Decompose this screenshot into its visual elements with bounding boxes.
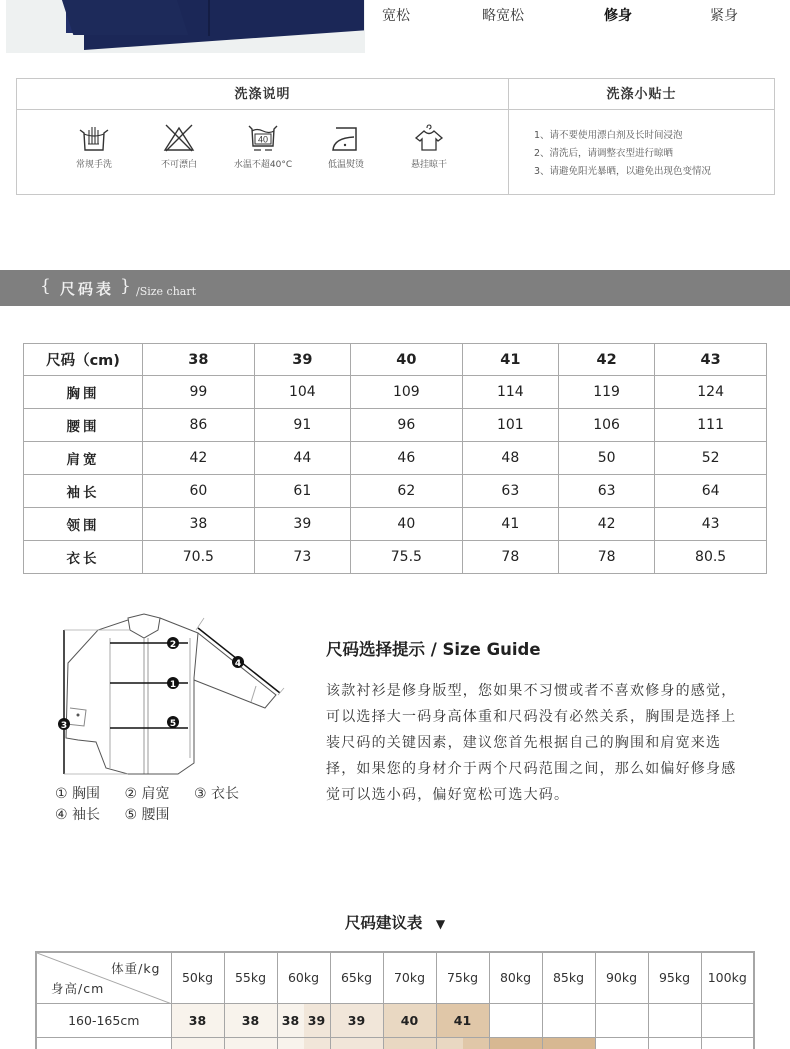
table-cell: 106	[558, 409, 654, 442]
legend-shoulder: ② 肩宽	[124, 786, 170, 802]
rec-cell-empty	[648, 1003, 701, 1037]
shirt-measurement-diagram	[48, 608, 288, 778]
table-cell: 38	[143, 508, 255, 541]
weight-header: 80kg	[489, 952, 542, 1003]
rec-cell: 38	[224, 1003, 277, 1037]
table-row-partial	[36, 1037, 754, 1049]
table-cell: 101	[462, 409, 558, 442]
rec-cell: 40	[383, 1003, 436, 1037]
size-guide-text: 该款衬衫是修身版型，您如果不习惯或者不喜欢修身的感觉，可以选择大一码身高体重和尺码没有必然关系，胸围是选择上装尺码的关键因素，建议您首先根据自己的胸围和肩宽来选择，如果您的身材介于两个尺码范围之间，那么如偏好修身感觉可以选小码，偏好宽松可选大码。	[326, 683, 737, 803]
product-fabric-photo	[6, 0, 365, 53]
table-cell: 78	[558, 541, 654, 574]
table-cell: 75.5	[350, 541, 462, 574]
height-label: 160-165cm	[36, 1003, 171, 1037]
care-label: 低温熨烫	[327, 160, 364, 170]
size-table-header	[24, 344, 767, 376]
height-axis-label: 身高/cm	[51, 980, 105, 996]
table-cell: 80.5	[655, 541, 767, 574]
low-iron-icon	[329, 124, 363, 152]
banner-title: 尺码表	[60, 280, 115, 298]
weight-header: 90kg	[595, 952, 648, 1003]
row-label: 袖长	[24, 475, 143, 508]
row-label: 胸围	[24, 376, 143, 409]
fit-scale	[380, 5, 790, 25]
svg-text:3: 3	[60, 721, 68, 731]
table-row	[24, 475, 767, 508]
size-guide-title: 尺码选择提示 / Size Guide	[326, 640, 541, 659]
recommendation-title-text: 尺码建议表	[344, 914, 423, 932]
table-cell: 78	[462, 541, 558, 574]
care-item-no-bleach	[134, 124, 224, 170]
header-cell: 38	[143, 344, 255, 376]
rec-cell-part: 39	[304, 1004, 330, 1037]
rec-cell: 38	[171, 1003, 224, 1037]
care-item-hand-wash	[49, 124, 139, 170]
table-row	[24, 442, 767, 475]
table-cell: 109	[350, 376, 462, 409]
weight-header: 60kg	[277, 952, 330, 1003]
banner-close-brace: }	[120, 276, 131, 296]
table-cell: 111	[655, 409, 767, 442]
weight-header: 55kg	[224, 952, 277, 1003]
table-cell: 104	[254, 376, 350, 409]
table-cell: 96	[350, 409, 462, 442]
washing-instructions-title: 洗涤说明	[17, 79, 508, 110]
hand-wash-icon	[77, 124, 111, 152]
rec-cell-empty	[489, 1003, 542, 1037]
no-bleach-icon	[162, 124, 196, 152]
washing-tip: 1、请不要使用漂白剂及长时间浸泡	[534, 130, 683, 141]
table-cell: 48	[462, 442, 558, 475]
table-cell: 41	[462, 508, 558, 541]
size-recommendation-table	[35, 951, 755, 1049]
table-cell: 63	[462, 475, 558, 508]
height-label-cut	[36, 1037, 171, 1049]
rec-cell-cut	[542, 1037, 595, 1049]
weight-header: 75kg	[436, 952, 489, 1003]
row-label: 领围	[24, 508, 143, 541]
weight-header: 50kg	[171, 952, 224, 1003]
header-cell: 41	[462, 344, 558, 376]
table-cell: 42	[558, 508, 654, 541]
size-guide	[326, 636, 746, 808]
corner-cell	[36, 952, 171, 1003]
weight-header: 65kg	[330, 952, 383, 1003]
fit-option-slightly-loose: 略宽松	[482, 8, 524, 24]
weight-header: 70kg	[383, 952, 436, 1003]
table-cell: 40	[350, 508, 462, 541]
diagram-marker-1	[167, 677, 179, 690]
rec-cell: 41	[436, 1003, 489, 1037]
hang-dry-icon	[412, 124, 446, 152]
rec-cell: 39	[330, 1003, 383, 1037]
table-cell: 50	[558, 442, 654, 475]
table-cell: 124	[655, 376, 767, 409]
rec-cell-cut	[171, 1037, 224, 1049]
table-cell: 60	[143, 475, 255, 508]
care-item-low-iron	[301, 124, 391, 170]
table-cell: 46	[350, 442, 462, 475]
rec-cell-cut	[383, 1037, 436, 1049]
fit-option-loose: 宽松	[382, 8, 410, 24]
washing-tip: 3、请避免阳光暴晒，以避免出现色变情况	[534, 166, 712, 177]
svg-text:1: 1	[169, 680, 177, 690]
table-cell: 43	[655, 508, 767, 541]
table-row	[24, 508, 767, 541]
washing-tips-title: 洗涤小贴士	[509, 79, 774, 110]
care-item-wash-40	[218, 124, 308, 170]
table-cell: 73	[254, 541, 350, 574]
weight-header: 85kg	[542, 952, 595, 1003]
table-cell: 62	[350, 475, 462, 508]
care-label: 常规手洗	[75, 160, 112, 170]
table-row	[24, 409, 767, 442]
table-cell: 119	[558, 376, 654, 409]
table-cell: 52	[655, 442, 767, 475]
rec-cell-cut	[224, 1037, 277, 1049]
rec-cell-empty	[648, 1037, 701, 1049]
table-row	[36, 1003, 754, 1037]
diagram-marker-5	[167, 716, 179, 729]
header-cell: 40	[350, 344, 462, 376]
table-cell: 86	[143, 409, 255, 442]
svg-text:2: 2	[169, 640, 177, 650]
size-table	[23, 343, 767, 574]
header-cell: 39	[254, 344, 350, 376]
recommendation-title	[0, 911, 790, 933]
fit-option-slim: 修身	[604, 8, 632, 24]
rec-cell-cut	[330, 1037, 383, 1049]
weight-axis-label: 体重/kg	[111, 961, 161, 976]
diagram-marker-3	[58, 718, 70, 731]
legend-sleeve: ④ 袖长	[55, 807, 101, 823]
legend-chest: ① 胸围	[55, 786, 101, 802]
diagram-marker-2	[167, 637, 179, 650]
table-row	[24, 541, 767, 574]
table-cell: 114	[462, 376, 558, 409]
table-cell: 91	[254, 409, 350, 442]
washing-section	[16, 78, 775, 195]
table-cell: 61	[254, 475, 350, 508]
legend-waist: ⑤ 腰围	[124, 807, 170, 823]
rec-cell-empty	[595, 1003, 648, 1037]
care-label: 不可漂白	[160, 160, 197, 170]
weight-header: 100kg	[701, 952, 754, 1003]
table-cell: 70.5	[143, 541, 255, 574]
header-cell: 尺码（cm)	[24, 344, 143, 376]
row-label: 肩宽	[24, 442, 143, 475]
fit-option-tight: 紧身	[710, 8, 738, 24]
washing-tip: 2、清洗后，请调整衣型进行晾晒	[534, 148, 674, 159]
row-label: 腰围	[24, 409, 143, 442]
svg-text:4: 4	[234, 659, 242, 669]
banner-open-brace: {	[40, 276, 51, 296]
rec-cell-empty	[595, 1037, 648, 1049]
care-item-hang-dry	[384, 124, 474, 170]
wash-temp-text: 40	[257, 134, 269, 145]
table-cell: 64	[655, 475, 767, 508]
washing-tips-list	[509, 110, 774, 181]
legend-length: ③ 衣长	[193, 786, 239, 802]
care-label: 水温不超40°C	[233, 160, 293, 170]
table-cell: 39	[254, 508, 350, 541]
table-cell: 63	[558, 475, 654, 508]
recommendation-header	[36, 952, 754, 1003]
rec-cell-cut	[277, 1037, 330, 1049]
table-row	[24, 376, 767, 409]
rec-cell-cut	[489, 1037, 542, 1049]
svg-text:5: 5	[169, 719, 177, 729]
rec-cell-part: 38	[278, 1004, 304, 1037]
table-cell: 99	[143, 376, 255, 409]
triangle-down-icon: ▼	[435, 917, 446, 931]
rec-cell-empty	[701, 1003, 754, 1037]
header-cell: 43	[655, 344, 767, 376]
diagram-legend	[55, 784, 259, 826]
rec-cell-empty	[701, 1037, 754, 1049]
table-cell: 44	[254, 442, 350, 475]
size-chart-banner	[0, 270, 790, 306]
diagram-marker-4	[232, 656, 244, 669]
rec-cell-empty	[542, 1003, 595, 1037]
care-label: 悬挂晾干	[410, 160, 447, 170]
rec-cell-split	[277, 1003, 330, 1037]
wash-40-icon	[246, 124, 280, 152]
weight-header: 95kg	[648, 952, 701, 1003]
rec-cell-cut	[436, 1037, 489, 1049]
table-cell: 42	[143, 442, 255, 475]
header-cell: 42	[558, 344, 654, 376]
banner-subtitle: /Size chart	[136, 285, 197, 298]
row-label: 衣长	[24, 541, 143, 574]
